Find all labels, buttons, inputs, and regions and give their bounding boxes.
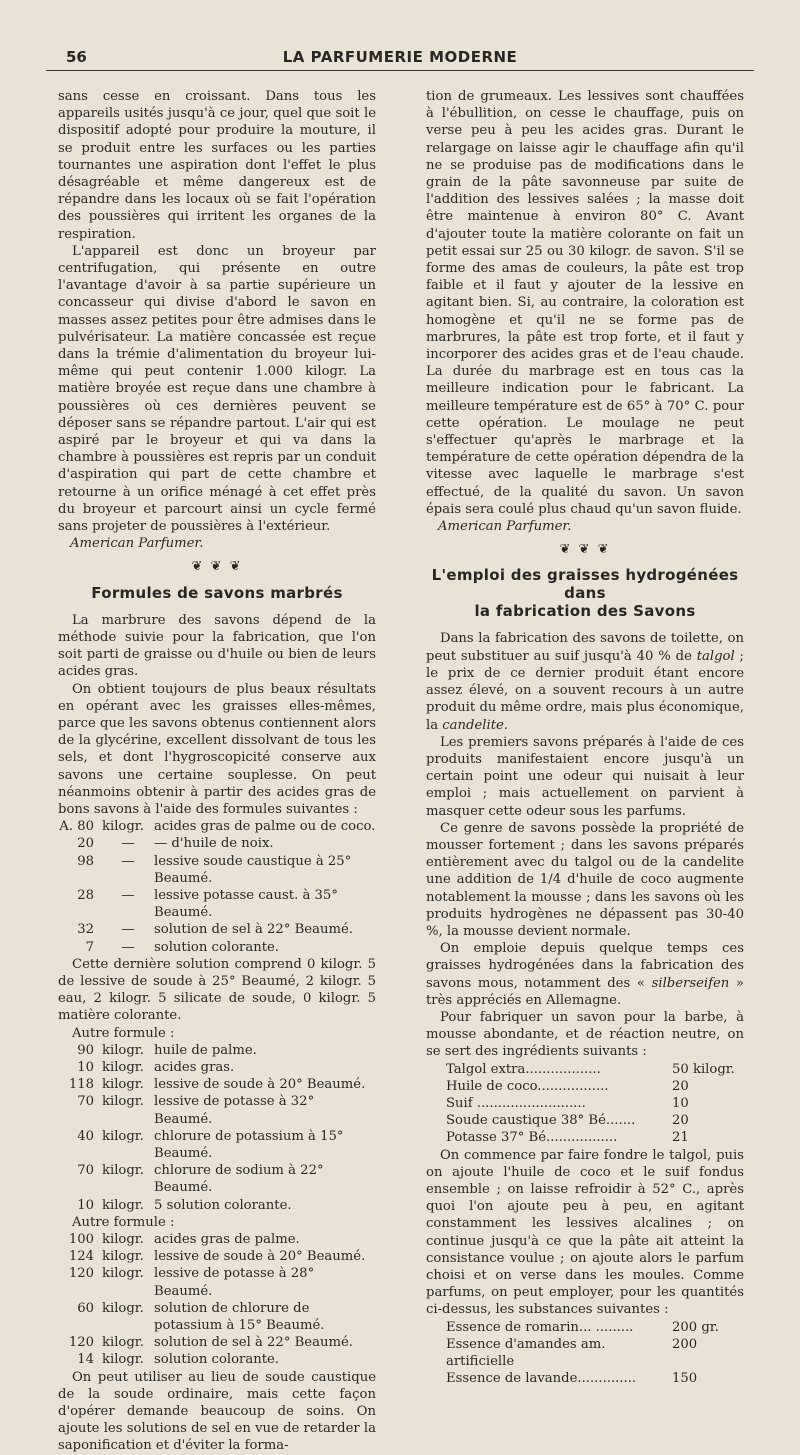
- ingredient-line: Essence d'amandes am. artificielle 200: [446, 1336, 698, 1370]
- formula-line: 120 kilogr. lessive de potasse à 28° Beaumé.: [68, 1266, 315, 1299]
- article-title: Formules de savons marbrés: [91, 583, 343, 602]
- source-citation: American Parfumer.: [70, 536, 204, 552]
- left-column: [58, 88, 376, 1455]
- formula-line: 10 kilogr. 5 solution colorante.: [77, 1197, 292, 1213]
- formula-line: 98 — lessive soude caustique à 25° Beaumé.: [77, 853, 352, 886]
- formula-line: 14 kilogr. solution colorante.: [77, 1352, 279, 1368]
- paragraph: On peut utiliser au lieu de soude caustique de la soude ordinaire, mais cette façon d'opérer demande beaucoup de soins. On ajoute les solutions de sel en vue de retarder la saponification et d'éviter la forma-: [58, 1369, 376, 1454]
- formula-line: 28 — lessive potasse caust. à 35° Beaumé.: [77, 887, 338, 921]
- formula-line: 10 kilogr. acides gras.: [77, 1059, 235, 1075]
- formula-line: 40 kilogr. chlorure de potassium à 15° Beaumé.: [77, 1128, 344, 1161]
- ingredient-line: Suif .......................... 10: [446, 1095, 689, 1111]
- formula-line: 118 kilogr. lessive de soude à 20° Beaumé.: [68, 1077, 366, 1093]
- ingredient-list: [426, 1061, 744, 1147]
- journal-title: LA PARFUMERIE MODERNE: [282, 48, 518, 66]
- perfume-list: [426, 1319, 744, 1388]
- paragraph: Les premiers savons préparés à l'aide de ces produits manifestaient encore jusqu'à un certain point une odeur qui nuisait à leur emploi ; mais actuellement on parvient à masquer cette odeur sous les parfums.: [426, 734, 744, 819]
- ingredient-line: Essence de romarin... ......... 200 gr.: [446, 1319, 719, 1335]
- formula-b: [58, 1042, 376, 1214]
- formula-line: 32 — solution de sel à 22° Beaumé.: [77, 922, 353, 938]
- formula-line: A. 80 kilogr. acides gras de palme ou de coco.: [59, 819, 376, 835]
- formula-line: 7 — solution colorante.: [85, 939, 279, 955]
- paragraph: La marbrure des savons dépend de la méthode suivie pour la fabrication, que l'on soit parti de graisse ou d'huile ou bien de leurs acides gras.: [58, 612, 376, 680]
- formula-heading: Autre formule :: [72, 1025, 175, 1041]
- ingredient-line: Potasse 37° Bé................. 21: [446, 1130, 689, 1146]
- formula-a: [58, 818, 376, 956]
- formula-line: 100 kilogr. acides gras de palme.: [68, 1232, 300, 1247]
- formula-line: 70 kilogr. lessive de potasse à 32° Beaumé.: [77, 1094, 315, 1127]
- paragraph: Pour fabriquer un savon pour la barbe, à mousse abondante, et de réaction neutre, on se sert des ingrédients suivants :: [426, 1009, 744, 1060]
- ingredient-line: Essence de lavande.............. 150: [446, 1371, 698, 1387]
- formula-line: 60 kilogr. solution de chlorure de potassium à 15° Beaumé.: [77, 1300, 325, 1334]
- paragraph: Ce genre de savons possède la propriété de mousser fortement ; dans les savons préparés entièrement avec du talgol ou de la candelite une addition de 1/4 d'huile de coco augmente notablement la mousse ; dans les savons où les produits hydrogènes ne dépassent pas 30-40 %, la mousse devient normale.: [426, 820, 744, 939]
- formula-heading: Autre formule :: [72, 1214, 175, 1230]
- paragraph: tion de grumeaux. Les lessives sont chauffées à l'ébullition, on cesse le chauffage, puis on verse peu à peu les acides gras. Durant le relargage on laisse agir le chauffage afin qu'il ne se produise pas de modifications dans le grain de la pâte savonneuse par suite de l'addition des lessives salées ; la masse doit être maintenue à environ 80° C. Avant d'ajouter toute la matière colorante on fait un petit essai sur 25 ou 30 kilogr. de savon. S'il se forme des amas de couleurs, la pâte est trop faible et il faut y ajouter de la lessive en agitant bien. Si, au contraire, la coloration est homogène et qu'il ne se forme pas de marbrures, la pâte est trop forte, et il faut y incorporer des acides gras et de l'eau chaude. La durée du marbrage est en tous cas la meilleure indication pour le fabricant. La meilleure température est de 65° à 70° C. pour cette opération. Le moulage ne peut s'effectuer qu'après le marbrage et la température de cette opération dépendra de la vitesse avec laquelle le marbrage s'est effectué, de la qualité du savon. Un savon épais sera coulé plus chaud qu'un savon fluide.: [426, 89, 744, 517]
- formula-line: 70 kilogr. chlorure de sodium à 22° Beaumé.: [77, 1163, 324, 1196]
- ornament: ❦ ❦ ❦: [191, 559, 243, 575]
- paragraph: On emploie depuis quelque temps ces graisses hydrogénées dans la fabrication des savons mous, notamment des « silberseifen » très appréciés en Allemagne.: [426, 941, 745, 1008]
- formula-line: 124 kilogr. lessive de soude à 20° Beaumé.: [68, 1249, 366, 1265]
- paragraph: sans cesse en croissant. Dans tous les appareils usités jusqu'à ce jour, quel que soit le dispositif adopté pour produire la mouture, il se produit entre les surfaces ou les parties tournantes une aspiration dont l'effet le plus désagréable et même dangereux est de répandre dans les locaux où se fait l'opération des poussières qui irritent les organes de la respiration.: [58, 89, 376, 242]
- paragraph: Cette dernière solution comprend 0 kilogr. 5 de lessive de soude à 25° Beaumé, 2 kilogr. 5 eau, 2 kilogr. 5 silicate de soude, 0 kilogr. 5 matière colorante.: [58, 956, 376, 1024]
- formula-line: 20 — — d'huile de noix.: [77, 836, 274, 852]
- right-column: [426, 88, 744, 1387]
- ingredient-line: Talgol extra.................. 50 kilogr.: [446, 1061, 735, 1077]
- article-title: L'emploi des graisses hydrogénées dans la fabrication des Savons: [431, 566, 739, 621]
- ingredient-line: Soude caustique 38° Bé....... 20: [446, 1113, 689, 1129]
- paragraph: Dans la fabrication des savons de toilette, on peut substituer au suif jusqu'à 40 % de talgol ; le prix de ce dernier produit étant encore assez élevé, on a souvent recours à un autre produit du même ordre, mais plus économique, la candelite.: [426, 631, 744, 733]
- paragraph: L'appareil est donc un broyeur par centrifugation, qui présente en outre l'avantage d'avoir à sa partie supérieure un concasseur qui divise d'abord le savon en masses assez petites pour être admises dans le pulvérisateur. La matière concassée est reçue dans la trémie d'alimentation du broyeur lui-même qui peut contenir 1.000 kilogr. La matière broyée est reçue dans une chambre à poussières où ces dernières peuvent se déposer sans se répandre partout. L'air qui est aspiré par le broyeur et qui va dans la chambre à poussières est repris par un conduit d'aspiration qui part de cette chambre et retourne à un orifice ménagé à cet effet près du broyeur et parcourt ainsi un cycle fermé sans projeter de poussières à l'extérieur.: [58, 243, 376, 535]
- ornament: ❦ ❦ ❦: [559, 542, 611, 558]
- paragraph: On obtient toujours de plus beaux résultats en opérant avec les graisses elles-mêmes, parce que les savons obtenus contiennent alors de la glycérine, excellent dissolvant de tous les sels, et dont l'hygroscopicité conserve aux savons une certaine souplesse. On peut néanmoins obtenir à partir des acides gras de bons savons à l'aide des formules suivantes :: [58, 681, 376, 817]
- ingredient-line: Huile de coco................. 20: [446, 1078, 689, 1094]
- formula-line: 120 kilogr. solution de sel à 22° Beaumé.: [68, 1335, 353, 1351]
- paragraph: On commence par faire fondre le talgol, puis on ajoute l'huile de coco et le suif fondus ensemble ; on laisse refroidir à 52° C., après quoi l'on ajoute peu à peu, en agitant constamment les lessives alcalines ; on continue jusqu'à ce que la pâte ait atteint la consistance voulue ; on ajoute alors le parfum choisi et on verse dans les moules. Comme parfums, on peut employer, pour les quantités ci-dessus, les substances suivantes :: [426, 1147, 744, 1318]
- formula-c: [58, 1231, 376, 1369]
- formula-line: 90 kilogr. huile de palme.: [77, 1042, 257, 1058]
- running-header: [46, 46, 754, 71]
- page-number: 56: [66, 48, 87, 66]
- source-citation: American Parfumer.: [438, 519, 572, 535]
